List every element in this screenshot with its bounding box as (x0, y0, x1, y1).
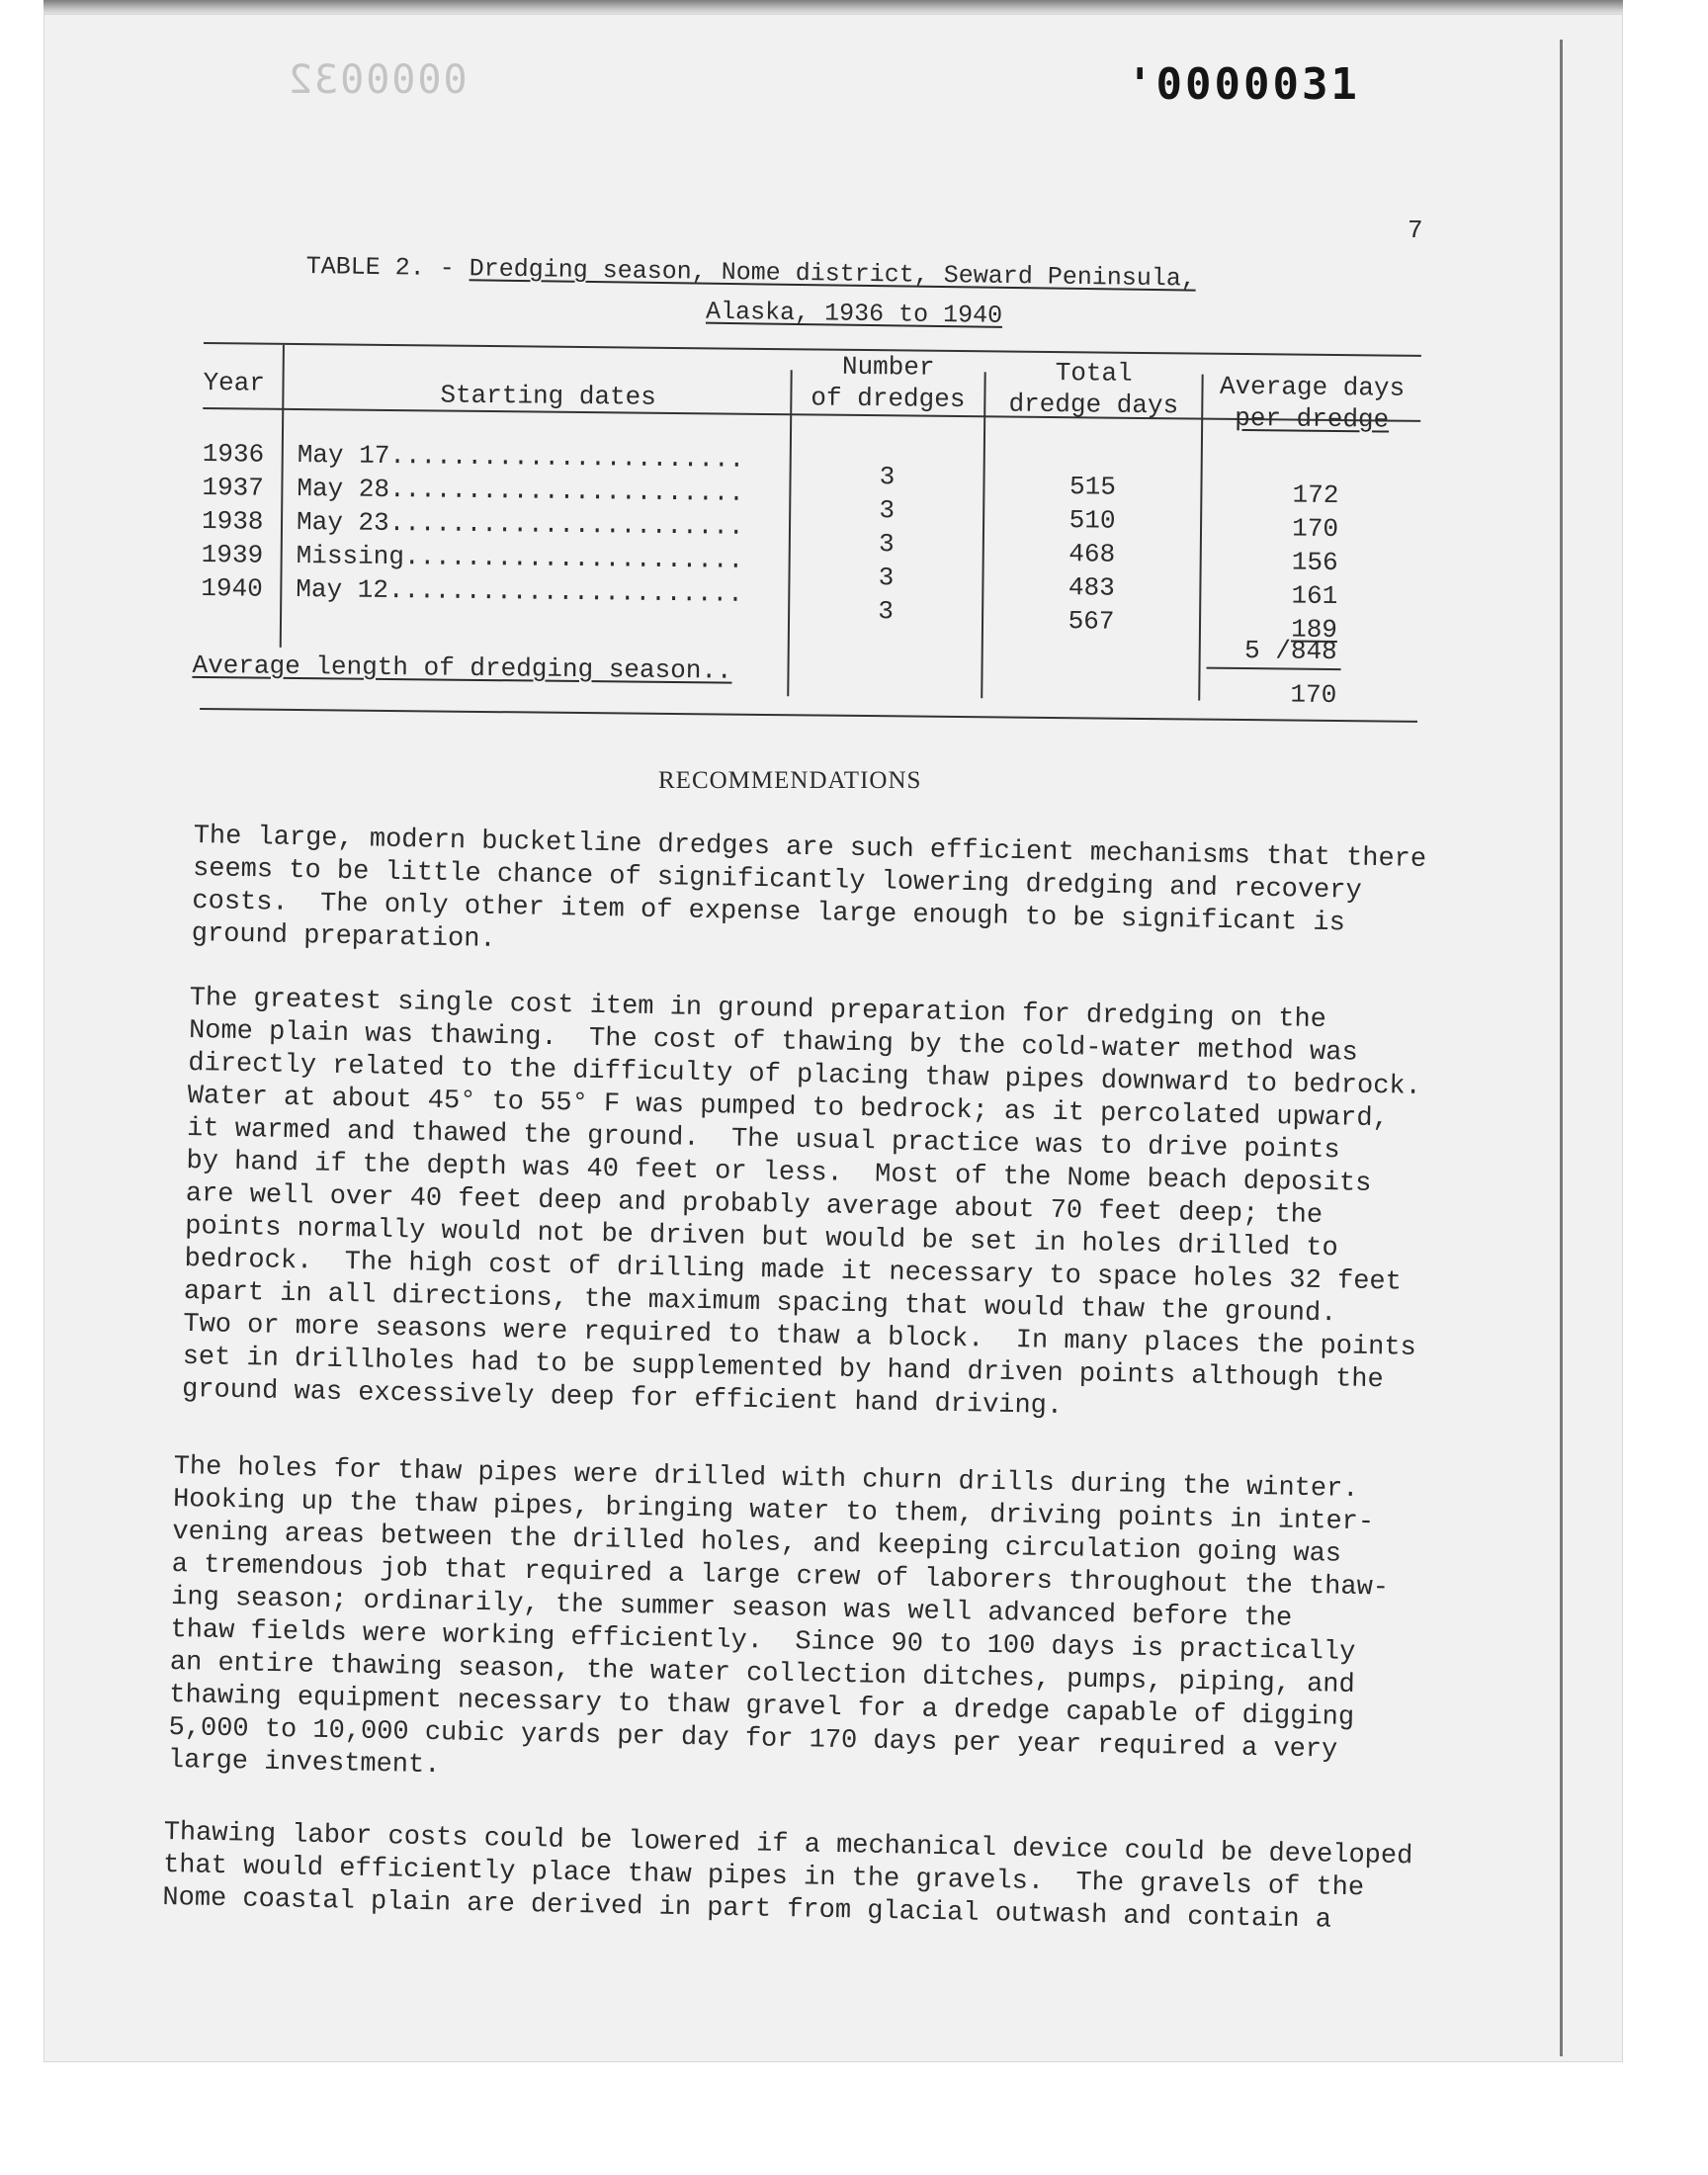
header-dredges-line1: Number (841, 351, 935, 383)
paragraph: The large, modern bucketline dredges are such efficient mechanisms that there seems to be little chance of significantly lowering dredging and recovery costs. The only other item of expense large enough to be significant is ground preparation. (191, 821, 1427, 955)
year-column-divider (280, 345, 285, 648)
starting-date-cell: Missing...................... (296, 540, 744, 575)
average-days-cell: 170 (1292, 513, 1339, 545)
dredge-days-cell: 567 (1068, 606, 1115, 637)
table-title-prefix: TABLE 2. - (305, 251, 470, 284)
average-sum-division: 5 /848 (1243, 636, 1337, 667)
table-title (305, 247, 1334, 341)
average-days-cell: 156 (1291, 547, 1338, 578)
year-cell: 1940 (201, 572, 263, 604)
average-days-cell: 161 (1291, 580, 1338, 612)
dredges-cell: 3 (879, 462, 896, 492)
header-total-dredge-days (985, 356, 1202, 421)
header-year: Year (203, 367, 266, 398)
mirrored-stamp-number: 0000032 (287, 57, 468, 103)
header-starting-dates: Starting dates (440, 380, 656, 412)
header-avg-line1: Average days (1219, 371, 1406, 403)
dredge-days-cell: 483 (1068, 572, 1115, 603)
dredges-cell: 3 (879, 495, 896, 526)
average-days-cell: 172 (1292, 479, 1339, 511)
dredges-column-divider (981, 372, 985, 698)
year-cell: 1937 (202, 472, 264, 503)
average-days-cell: 189 (1291, 614, 1338, 646)
average-days-column (1209, 478, 1339, 647)
year-column (201, 437, 264, 606)
dredges-column (794, 459, 980, 629)
starting-dates-column (296, 438, 744, 611)
header-avg-line2: per dredge (1235, 402, 1390, 435)
summary-row-label: Average length of dredging season.. (192, 650, 732, 686)
dredges-cell: 3 (878, 596, 895, 627)
stamp-number: '0000031 (1127, 59, 1360, 110)
average-summary-value: 170 (1290, 679, 1337, 711)
header-average-days (1203, 371, 1421, 436)
table-title-line2: Alaska, 1936 to 1940 (705, 297, 1003, 330)
header-days-line2: dredge days (1008, 389, 1179, 421)
year-cell: 1939 (201, 539, 264, 570)
year-cell: 1938 (201, 505, 264, 537)
dredge-days-cell: 515 (1068, 472, 1117, 502)
year-cell: 1936 (202, 438, 265, 470)
dates-column-divider (787, 370, 792, 696)
paragraph: Thawing labor costs could be lowered if a mechanical device could be developed that would efficiently place thaw pipes in the gravels. The gravels of the Nome coastal plain are derived in part from glacial outwash and contain a (162, 1817, 1413, 1936)
table-title-line1: Dredging season, Nome district, Seward Peninsula, (469, 254, 1196, 294)
starting-date-cell: May 28....................... (297, 473, 745, 508)
header-number-of-dredges (792, 350, 984, 415)
paragraph: The holes for thaw pipes were drilled with churn drills during the winter. Hooking up the thaw pipes, bringing water to them, driving points in inter- vening areas between the drilled holes, and keeping circulation going was a tremendous job that required a large crew of laborers throughout the thaw- ing season; ordinarily, the summer season was well advanced before the thaw fields were working efficiently. Since 90 to 100 days is practically an entire thawing season, the water collection ditches, pumps, piping, and thawing equipment necessary to thaw gravel for a dredge capable of digging 5,000 to 10,000 cubic yards per day for 170 days per year required a very large investment. (167, 1451, 1390, 1782)
dredging-season-table (192, 338, 1421, 725)
page-right-edge (1560, 40, 1563, 2056)
starting-date-cell: May 23....................... (296, 506, 744, 542)
starting-date-cell: May 12....................... (296, 573, 743, 609)
header-days-line1: Total (1055, 358, 1133, 389)
dredges-cell: 3 (878, 563, 895, 593)
page-number: 7 (1408, 216, 1423, 245)
starting-date-cell: May 17....................... (297, 439, 745, 475)
paragraph: The greatest single cost item in ground preparation for dredging on the Nome plain was thawing. The cost of thawing by the cold-water method was directly related to the difficulty of placing thaw pipes downward to bedrock. Water at about 45° to 55° F was pumped to bedrock; as it percolated upward, it warmed and thawed the ground. The usual practice was to drive points by hand if the depth was 40 feet or less. Most of the Nome beach deposits are well over 40 feet deep and probably average about 70 feet deep; the points normally would not be driven but would be set in holes drilled to bedrock. The high cost of drilling made it necessary to space holes 32 feet apart in all directions, the maximum spacing that would thaw the ground. Two or more seasons were required to thaw a block. In many places the points set in drillholes had to be supplemented by hand driven points although the ground was excessively deep for efficient hand driving. (181, 983, 1422, 1423)
dredge-days-cell: 468 (1068, 539, 1116, 569)
recommendations-heading: RECOMMENDATIONS (658, 767, 922, 794)
avg-sum-rule (1207, 667, 1341, 670)
dredges-cell: 3 (878, 529, 895, 560)
dredge-days-column (987, 469, 1197, 639)
header-dredges-line2: of dredges (811, 383, 966, 415)
dredge-days-cell: 510 (1068, 505, 1116, 536)
